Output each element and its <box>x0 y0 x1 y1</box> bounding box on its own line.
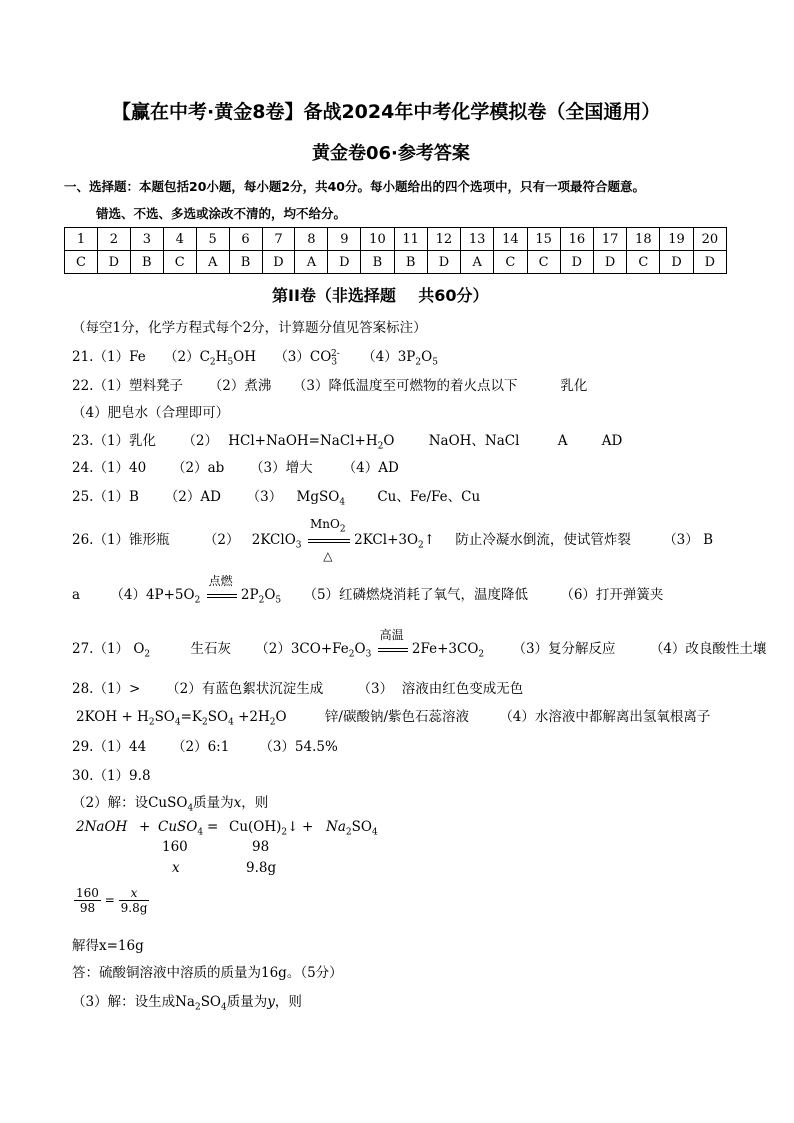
question-number-cell: 2 <box>97 228 130 251</box>
question-number-cell: 14 <box>494 228 527 251</box>
q30-equation-na2so4: $Na_2SO_4$ <box>326 819 378 838</box>
reaction-condition: 高温 <box>376 641 408 657</box>
question-number-cell: 17 <box>593 228 626 251</box>
answer-table-number-row <box>65 228 727 251</box>
question-26-line2: a $(4)4P+5O_2$ 点燃 $2P_2O_5$ （5）红磷燃烧消耗了氧气，温度降低 （6）打开弹簧夹 <box>72 574 664 606</box>
question-number-cell: 6 <box>229 228 262 251</box>
q30-equation-cuoh2: $Cu(OH)_2↓$ <box>229 819 299 838</box>
question-23: 23.（1）乳化 （2） $HCl+NaOH=NaCl+H_2O$ NaOH、NaCl A AD <box>72 433 623 452</box>
question-30-part1: 30.（1）9.8 <box>72 768 151 784</box>
answer-cell: A <box>196 251 229 274</box>
answer-cell: D <box>328 251 361 274</box>
section2-note: （每空1分，化学方程式每个2分，计算题分值见答案标注） <box>72 320 427 336</box>
answer-cell: B <box>229 251 262 274</box>
question-number-cell: 19 <box>660 228 693 251</box>
answer-cell: C <box>163 251 196 274</box>
answer-cell: B <box>361 251 394 274</box>
question-number-cell: 18 <box>627 228 660 251</box>
question-22-line1: 22.（1）塑料凳子 （2）煮沸 （3）降低温度至可燃物的着火点以下 乳化 <box>72 378 588 394</box>
q30-answer: 答：硫酸铜溶液中溶质的质量为16g。（5分） <box>72 965 343 981</box>
question-number-cell: 20 <box>693 228 726 251</box>
question-number-cell: 5 <box>196 228 229 251</box>
answer-cell: B <box>394 251 427 274</box>
question-21: 21.（1）Fe $(2)C_2H_5OH$ $(3)CO_3^{2-}$ $(4)3P_2O_5$ <box>72 348 438 368</box>
answer-cell: B <box>130 251 163 274</box>
answer-table-answer-row <box>65 251 727 274</box>
question-number-cell: 10 <box>361 228 394 251</box>
question-number-cell: 1 <box>65 228 98 251</box>
question-number-cell: 13 <box>461 228 494 251</box>
section2-title: 第II卷（非选择题 共60分） <box>272 286 489 305</box>
q30-equation-plus: + <box>139 819 151 835</box>
section1-intro-line2: 错选、不选、多选或涂改不清的，均不给分。 <box>96 206 347 221</box>
question-number-cell: 12 <box>427 228 460 251</box>
reaction-condition: MnO$_2$ △ <box>306 532 350 548</box>
question-number-cell: 4 <box>163 228 196 251</box>
q30-solve: 解得x=16g <box>72 938 144 954</box>
question-number-cell: 9 <box>328 228 361 251</box>
answer-cell: D <box>560 251 593 274</box>
question-30-part2-intro: （2）解：设CuSO$_4$质量为x，则 <box>72 795 269 814</box>
question-number-cell: 8 <box>295 228 328 251</box>
q30-mass-9-8g: 9.8g <box>246 860 277 876</box>
answer-cell: D <box>97 251 130 274</box>
question-number-cell: 15 <box>527 228 560 251</box>
answer-table <box>64 227 727 274</box>
q30-equation-cuso4: CuSO$_4$ <box>158 819 204 838</box>
question-24: 24.（1）40 （2）ab （3）增大 （4）AD <box>72 460 399 476</box>
question-number-cell: 3 <box>130 228 163 251</box>
question-27: 27.（1） $O_2$ 生石灰 $(2)3CO+Fe_2O_3$ 高温 $2Fe+3CO_2$ （3）复分解反应 （4）改良酸性土壤 <box>72 628 767 660</box>
answer-cell: C <box>65 251 98 274</box>
page-subtitle: 黄金卷06·参考答案 <box>312 143 470 164</box>
reaction-condition: 点燃 <box>205 587 237 603</box>
answer-cell: C <box>527 251 560 274</box>
question-25: 25.（1）B （2）AD （3） MgSO$_4$ Cu、Fe/Fe、Cu <box>72 489 481 508</box>
q30-equation-equals: = <box>207 819 219 835</box>
answer-cell: D <box>593 251 626 274</box>
q30-proportion: $\frac{160}{98}$ = $\frac{x}{9.8g}$ <box>76 886 148 915</box>
q30-mass-98: 98 <box>252 839 270 855</box>
answer-cell: C <box>627 251 660 274</box>
question-28-line2: $2KOH + H_2SO_4=K_2SO_4 +2H_2O$ 锌/碳酸钠/紫色石蕊溶液 （4）水溶液中都解离出氢氧根离子 <box>76 709 711 728</box>
answer-cell: A <box>295 251 328 274</box>
q30-mass-160: 160 <box>162 839 188 855</box>
section1-intro-line1: 一、选择题：本题包括20小题，每小题2分，共40分。每小题给出的四个选项中，只有一项最符合题意。 <box>64 179 645 194</box>
answer-cell: C <box>494 251 527 274</box>
q30-mass-x: x <box>172 860 180 876</box>
question-30-part3-intro: （3）解：设生成$Na_2SO_4$质量为y，则 <box>72 994 302 1013</box>
answer-cell: D <box>693 251 726 274</box>
q30-equation: 2NaOH <box>76 819 128 835</box>
answer-cell: D <box>660 251 693 274</box>
question-29: 29.（1）44 （2）6:1 （3）54.5% <box>72 739 338 755</box>
page-title: 【赢在中考·黄金8卷】备战2024年中考化学模拟卷（全国通用） <box>112 101 661 123</box>
answer-cell: D <box>427 251 460 274</box>
question-number-cell: 11 <box>394 228 427 251</box>
answer-cell: A <box>461 251 494 274</box>
question-number-cell: 16 <box>560 228 593 251</box>
question-28-line1: 28.（1）> （2）有蓝色絮状沉淀生成 （3） 溶液由红色变成无色 <box>72 681 524 697</box>
answer-cell: D <box>262 251 295 274</box>
q30-equation-plus2: + <box>302 819 314 835</box>
question-22-line2: （4）肥皂水（合理即可） <box>72 405 230 421</box>
question-26-line1: 26.（1）锥形瓶 （2） 2KClO$_3$ MnO$_2$ △ $2KCl+3O_2↑$ 防止冷凝水倒流，使试管炸裂 （3） B <box>72 517 713 563</box>
question-number-cell: 7 <box>262 228 295 251</box>
